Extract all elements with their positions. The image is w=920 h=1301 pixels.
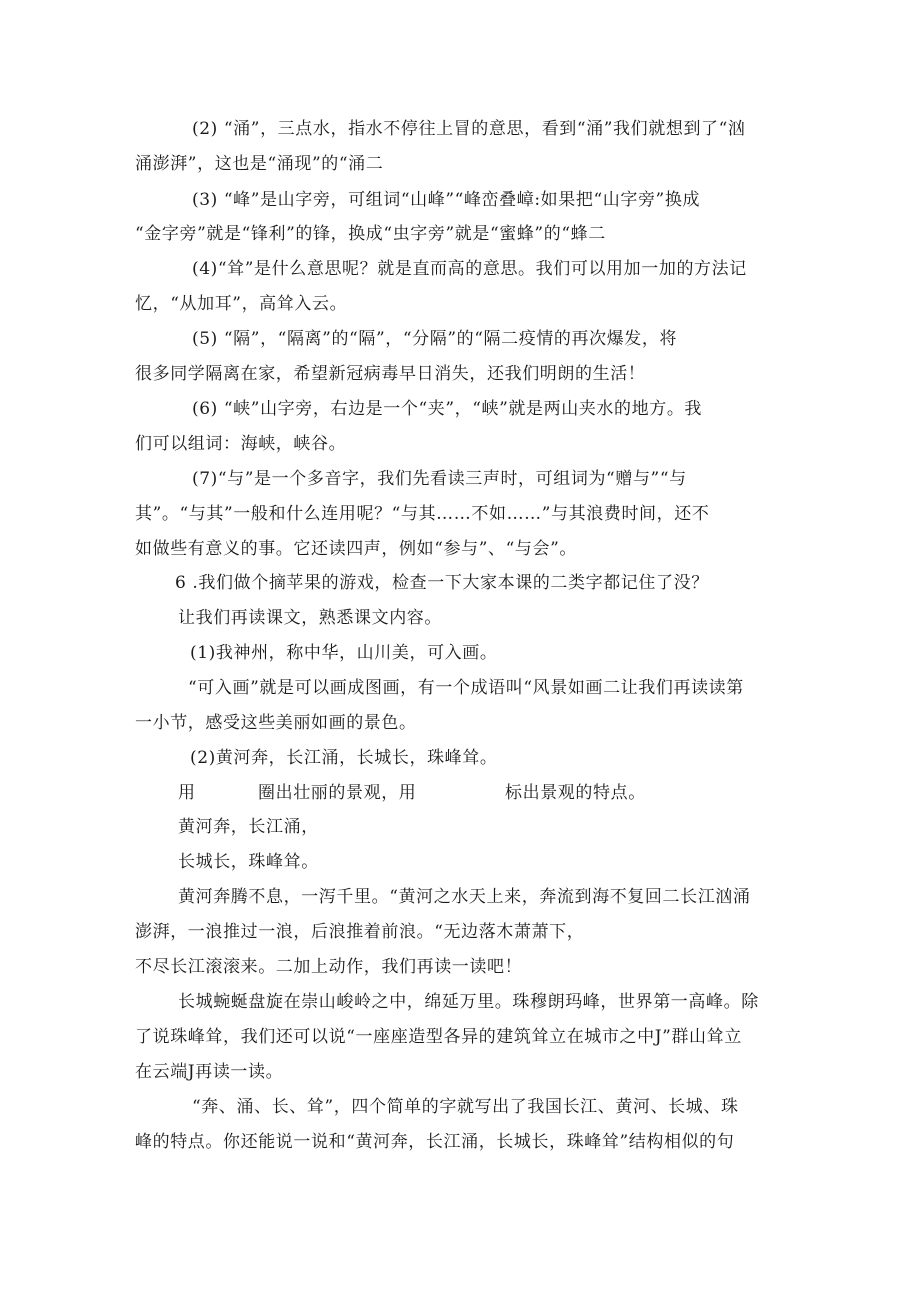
para-line: 澎湃，一浪推过一浪，后浪推着前浪。“无边落木萧萧下， [135, 922, 585, 942]
para-line: 让我们再读课文，熟悉课文内容。 [178, 608, 442, 628]
para-line: (5) “隔”，“隔离”的“隔”，“分隔”的“隔二疫情的再次爆发，将 [192, 329, 678, 349]
para-line: 如做些有意义的事。它还读四声，例如“参与”、“与会”。 [135, 539, 577, 559]
para-line: “奔、涌、长、耸”，四个简单的字就写出了我国长江、黄河、长城、珠 [192, 1097, 739, 1117]
para-line: (2) “涌”，三点水，指水不停往上冒的意思，看到“涌”我们就想到了“汹 [192, 119, 746, 139]
task-use-label: 用 [178, 783, 196, 803]
verse-line: 黄河奔，长江涌， [178, 817, 319, 837]
para-line: 不尽长江滚滚来。二加上动作，我们再读一读吧！ [135, 957, 523, 977]
task-circle-instruction: 圈出壮丽的景观，用 [258, 783, 417, 803]
para-line: 一小节，感受这些美丽如画的景色。 [135, 713, 417, 733]
section-heading: 6 .我们做个摘苹果的游戏，检查一下大家本课的二类字都记住了没？ [175, 573, 709, 593]
para-line: (3) “峰”是山字旁，可组词“山峰”“峰峦叠嶂:如果把“山字旁”换成 [192, 190, 701, 210]
verse-line: (2)黄河奔，长江涌，长城长，珠峰耸。 [190, 748, 498, 768]
para-line: 其”。“与其”一般和什么连用呢？“与其……不如……”与其浪费时间，还不 [135, 504, 710, 524]
verse-line: 长城长，珠峰耸。 [178, 852, 319, 872]
para-line: 峰的特点。你还能说一说和“黄河奔，长江涌，长城长，珠峰耸”结构相似的句 [135, 1132, 735, 1152]
para-line: (4)“耸”是什么意思呢？就是直而高的意思。我们可以用加一加的方法记 [192, 259, 747, 279]
para-line: 涌澎湃”，这也是“涌现”的“涌二 [135, 154, 384, 174]
para-line: 长城蜿蜒盘旋在崇山峻岭之中，绵延万里。珠穆朗玛峰，世界第一高峰。除 [178, 992, 759, 1012]
para-line: 忆，“从加耳”，高耸入云。 [135, 294, 348, 314]
task-mark-instruction: 标出景观的特点。 [505, 783, 646, 803]
para-line: 很多同学隔离在家，希望新冠病毒早日消失，还我们明朗的生活！ [135, 364, 646, 384]
para-line: (7)“与”是一个多音字，我们先看读三声时，可组词为“赠与”“与 [192, 469, 687, 489]
para-line: 们可以组词：海峡，峡谷。 [135, 434, 347, 454]
para-line: “可入画”就是可以画成图画，有一个成语叫“风景如画二让我们再读读第 [188, 678, 744, 698]
para-line: 了说珠峰耸，我们还可以说“一座座造型各异的建筑耸立在城市之中J”群山耸立 [135, 1027, 742, 1047]
para-line: (6) “峡”山字旁，右边是一个“夹”，“峡”就是两山夹水的地方。我 [192, 399, 703, 419]
para-line: “金字旁”就是“锋利”的锋，换成“虫字旁”就是“蜜蜂”的“蜂二 [135, 224, 606, 244]
para-line: 在云端J再读一读。 [135, 1062, 284, 1082]
para-line: 黄河奔腾不息，一泻千里。“黄河之水天上来，奔流到海不复回二长江汹涌 [178, 887, 751, 907]
verse-line: (1)我神州，称中华，山川美，可入画。 [190, 643, 498, 663]
